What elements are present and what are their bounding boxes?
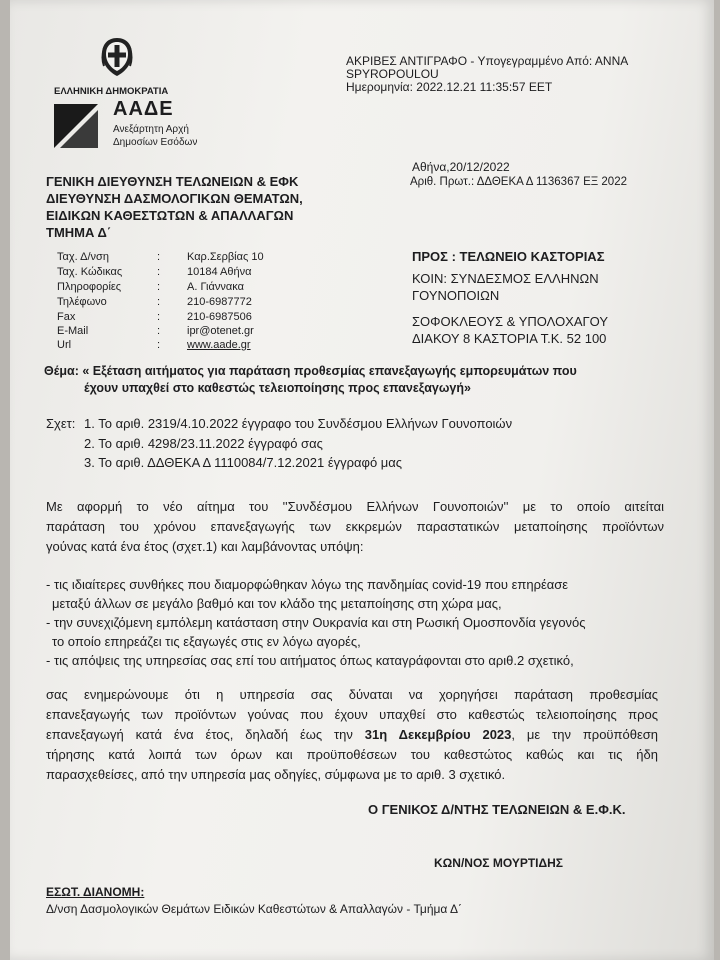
greek-coat-of-arms-icon xyxy=(98,36,136,78)
agency-name: ΑΑΔΕ xyxy=(113,98,174,120)
recipient-cc-line-1: ΚΟΙΝ: ΣΥΝΔΕΣΜΟΣ ΕΛΛΗΝΩΝ xyxy=(412,271,599,286)
list-item: - τις απόψεις της υπηρεσίας σας επί του αιτήματος όπως καταγράφονται στο αριθ.2 σχετικό, xyxy=(46,653,574,668)
website-link[interactable]: www.aade.gr xyxy=(187,339,251,351)
copy-stamp-line-1: ΑΚΡΙΒΕΣ ΑΝΤΙΓΡΑΦΟ - Υπογεγραμμένο Από: ΑΝΝΑ xyxy=(346,54,629,68)
body-paragraph-1: Με αφορμή το νέο αίτημα του ''Συνδέσμου Ελλήνων Γουνοποιών'' με το οποίο αιτείται παράταση του χρόνου επανεξαγωγής των εκκρεμών παραστατικών μεταποίησης προϊόντων γούνας κατά ένα έτος (σχετ.1) και λαμβάνοντας υπόψη: xyxy=(46,499,664,554)
recipient-cc-line-2: ΓΟΥΝΟΠΟΙΩΝ xyxy=(412,288,500,303)
recipient-to: ΠΡΟΣ : ΤΕΛΩΝΕΙΟ ΚΑΣΤΟΡΙΑΣ xyxy=(412,249,605,264)
recipient-address-line-1: ΣΟΦΟΚΛΕΟΥΣ & ΥΠΟΛΟΧΑΓΟΥ xyxy=(412,314,609,329)
list-item: - τις ιδιαίτερες συνθήκες που διαμορφώθηκαν λόγω της πανδημίας covid-19 που επηρέασε xyxy=(46,577,569,592)
protocol-number: Αριθ. Πρωτ.: ΔΔΘΕΚΑ Δ 1136367 ΕΞ 2022 xyxy=(410,176,627,188)
reference-item-1: 1. Το αριθ. 2319/4.10.2022 έγγραφο του Συνδέσμου Ελλήνων Γουνοποιών xyxy=(84,416,513,431)
list-item: μεταξύ άλλων σε μεγάλο βαθμό και τον κλάδο της μεταποίησης στη χώρα μας, xyxy=(52,596,502,611)
subject-line-2: έχουν υπαχθεί στο καθεστώς τελειοποίησης προς επανεξαγωγή» xyxy=(84,381,471,395)
document-date: Αθήνα,20/12/2022 xyxy=(412,160,510,174)
references-label: Σχετ: xyxy=(46,416,76,431)
recipient-address-line-2: ΔΙΑΚΟΥ 8 ΚΑΣΤΟΡΙΑ Τ.Κ. 52 100 xyxy=(412,331,607,346)
considerations-list xyxy=(46,575,586,670)
document-page: ΕΛΛΗΝΙΚΗ ΔΗΜΟΚΡΑΤΙΑ ΑΑΔΕ Ανεξάρτητη Αρχή Δημοσίων Εσόδων ΑΚΡΙΒΕΣ ΑΝΤΙΓΡΑΦΟ - Υπογεγραμμένο Από: ΑΝΝΑ SPYROPOULOU Ημερομηνία: 2022.12.21 11:35:57 EET Αθήνα,20/12/2022 Αριθ. Πρωτ.: ΔΔΘΕΚΑ Δ 1136367 ΕΞ 2022 ΓΕΝΙΚΗ ΔΙΕΥΘΥΝΣΗ ΤΕΛΩΝΕΙΩΝ & ΕΦΚ ΔΙΕΥΘΥΝΣΗ ΔΑΣΜΟΛΟΓΙΚΩΝ ΘΕΜΑΤΩΝ, ΕΙΔΙΚΩΝ ΚΑΘΕΣΤΩΤΩΝ & ΑΠΑΛΛΑΓΩΝ ΤΜΗΜΑ Δ΄ Ταχ. Δ/νση : Καρ.Σερβίας 10 Ταχ. Κώδικας : 10184 Αθήνα Πληροφορίες : Α. Γιάννακα Τηλέφωνο : 210-6987772 Fax : 210-6987506 E-Mail : ipr@otenet.gr Url : www.aade.gr ΠΡΟΣ : ΤΕΛΩΝΕΙΟ ΚΑΣΤΟΡΙΑΣ ΚΟΙΝ: ΣΥΝΔΕΣΜΟΣ ΕΛΛΗΝΩΝ ΓΟΥΝΟΠΟΙΩΝ ΣΟΦΟΚΛΕΟΥΣ & ΥΠΟΛΟΧΑΓΟΥ ΔΙΑΚΟΥ 8 ΚΑΣΤΟΡΙΑ Τ.Κ. 52 100 Θέμα: « Εξέταση αιτήματος για παράταση προθεσμίας επανεξαγωγής εμπορευμάτων που έχουν υπαχθεί στο καθεστώς τελειοποίησης προς επανεξαγωγή» Σχετ: 1. Το αριθ. 2319/4.10.2022 έγγραφο του Συνδέσμου Ελλήνων Γουνοποιών 2. Το αριθ. 4298/23.11.2022 έγγραφό σας 3. Το αριθ. ΔΔΘΕΚΑ Δ 1110084/7.12.2021 έγγραφό μας Με αφορμή το νέο αίτημα του ''Συνδέσμου Ελλήνων Γουνοποιών'' με το οποίο αιτείται παράταση του χρόνου επανεξαγωγής των εκκρεμών παραστατικών μεταποίησης προϊόντων γούνας κατά ένα έτος (σχετ.1) και λαμβάνοντας υπόψη: - τις ιδιαίτερες συνθήκες που διαμορφώθηκαν λόγω της πανδημίας covid-19 που επηρέασε μεταξύ άλλων σε μεγάλο βαθμό και τον κλάδο της μεταποίησης στη χώρα μας, - την συνεχιζόμενη εμπόλεμη κατάσταση στην Ουκρανία και στη Ρωσική Ομοσπονδία γεγονός το οποίο επηρεάζει τις εξαγωγές στις εν λόγω αγορές, - τις απόψεις της υπηρεσίας σας επί του αιτήματος όπως καταγράφονται στο αριθ.2 σχετικό, σας ενημερώνουμε ότι η υπηρεσία σας δύναται να χορηγήσει παράταση προθεσμίας επανεξαγωγής των προϊόντων γούνας που έχουν υπαχθεί στο καθεστώς τελειοποίησης προς επανεξαγωγή κατά ένα έτος, δηλαδή έως την 31η Δεκεμβρίου 2023, με την προϋπόθεση τήρησης κατά λοιπά των όρων και προϋποθέσεων του καθεστώτος καθώς και τις ήδη παρασχεθείσες, από την υπηρεσία μας οδηγίες, σύμφωνα με το αριθ. 3 σχετικό. Ο ΓΕΝΙΚΟΣ Δ/ΝΤΗΣ ΤΕΛΩΝΕΙΩΝ & Ε.Φ.Κ. ΚΩΝ/ΝΟΣ ΜΟΥΡΤΙΔΗΣ ΕΣΩΤ. ΔΙΑΝΟΜΗ: Δ/νση Δασμολογικών Θεμάτων Ειδικών Καθεστώτων & Απαλλαγών - Τμήμα Δ΄ xyxy=(10,0,714,960)
copy-stamp-line-2: SPYROPOULOU xyxy=(346,67,439,81)
list-item: το οποίο επηρεάζει τις εξαγωγές στις εν λόγω αγορές, xyxy=(52,634,361,649)
signature-title: Ο ΓΕΝΙΚΟΣ Δ/ΝΤΗΣ ΤΕΛΩΝΕΙΩΝ & Ε.Φ.Κ. xyxy=(368,802,626,817)
department-line-3: ΕΙΔΙΚΩΝ ΚΑΘΕΣΤΩΤΩΝ & ΑΠΑΛΛΑΓΩΝ xyxy=(46,208,294,223)
department-line-4: ΤΜΗΜΑ Δ΄ xyxy=(46,225,112,240)
subject-line-1: Θέμα: « Εξέταση αιτήματος για παράταση προθεσμίας επανεξαγωγής εμπορευμάτων που xyxy=(44,364,577,378)
distribution-label: ΕΣΩΤ. ΔΙΑΝΟΜΗ: xyxy=(46,885,145,899)
distribution-line: Δ/νση Δασμολογικών Θεμάτων Ειδικών Καθεστώτων & Απαλλαγών - Τμήμα Δ΄ xyxy=(46,902,463,916)
reference-item-3: 3. Το αριθ. ΔΔΘΕΚΑ Δ 1110084/7.12.2021 έγγραφό μας xyxy=(84,455,403,470)
aade-logo-icon xyxy=(54,104,98,148)
reference-item-2: 2. Το αριθ. 4298/23.11.2022 έγγραφό σας xyxy=(84,436,323,451)
agency-subtitle-2: Δημοσίων Εσόδων xyxy=(113,137,198,148)
department-line-1: ΓΕΝΙΚΗ ΔΙΕΥΘΥΝΣΗ ΤΕΛΩΝΕΙΩΝ & ΕΦΚ xyxy=(46,174,299,189)
agency-subtitle-1: Ανεξάρτητη Αρχή xyxy=(113,124,189,135)
deadline-date: 31η Δεκεμβρίου 2023 xyxy=(364,727,512,742)
body-paragraph-2: σας ενημερώνουμε ότι η υπηρεσία σας δύναται να χορηγήσει παράταση προθεσμίας επανεξαγωγής των προϊόντων γούνας που έχουν υπαχθεί στο καθεστώς τελειοποίησης προς επανεξαγωγή κατά ένα έτος, δηλαδή έως την 31η Δεκεμβρίου 2023, με την προϋπόθεση τήρησης κατά λοιπά των όρων και προϋποθέσεων του καθεστώτος καθώς και τις ήδη παρασχεθείσες, από την υπηρεσία μας οδηγίες, σύμφωνα με το αριθ. 3 σχετικό. xyxy=(46,687,658,782)
republic-label: ΕΛΛΗΝΙΚΗ ΔΗΜΟΚΡΑΤΙΑ xyxy=(54,86,169,97)
department-line-2: ΔΙΕΥΘΥΝΣΗ ΔΑΣΜΟΛΟΓΙΚΩΝ ΘΕΜΑΤΩΝ, xyxy=(46,191,303,206)
list-item: - την συνεχιζόμενη εμπόλεμη κατάσταση στην Ουκρανία και στη Ρωσική Ομοσπονδία γεγονός xyxy=(46,615,586,630)
signatory-name: ΚΩΝ/ΝΟΣ ΜΟΥΡΤΙΔΗΣ xyxy=(434,856,563,870)
copy-stamp-line-3: Ημερομηνία: 2022.12.21 11:35:57 EET xyxy=(346,80,553,94)
